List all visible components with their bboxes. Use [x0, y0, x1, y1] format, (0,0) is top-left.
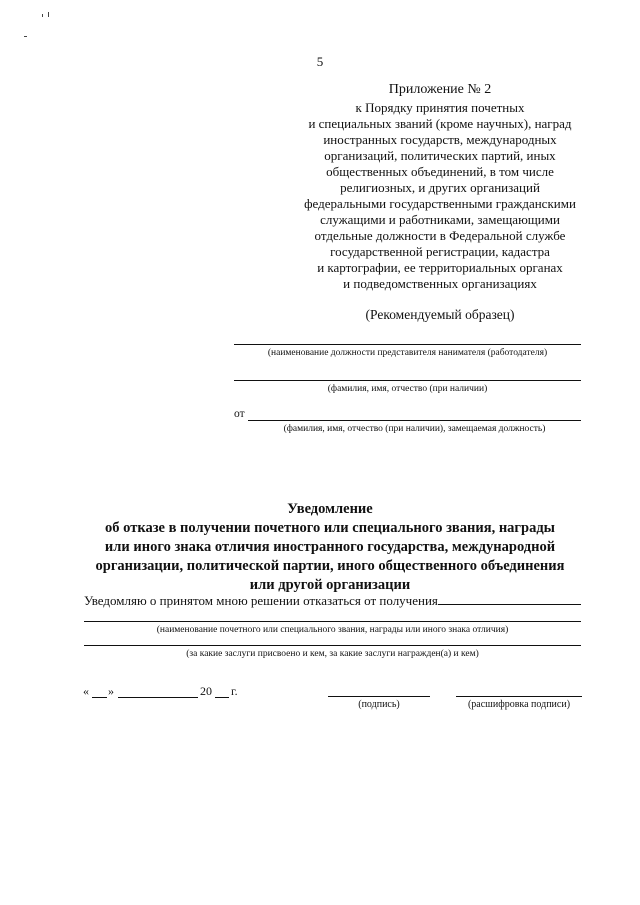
appendix-line: и специальных званий (кроме научных), наград: [308, 116, 572, 131]
employer-position-line[interactable]: [234, 344, 581, 345]
appendix-line: федеральными государственными гражданскими: [304, 196, 576, 211]
appendix-line: и картографии, ее территориальных органах: [317, 260, 563, 275]
appendix-line: организаций, политических партий, иных: [324, 148, 556, 163]
signature-decode-caption: (расшифровка подписи): [467, 699, 571, 710]
award-input-line[interactable]: [438, 604, 581, 605]
appendix-block: [250, 82, 630, 292]
award-name-caption: (наименование почетного или специального звания, награды или иного знака отличия): [156, 625, 509, 635]
page-number: 5: [316, 54, 324, 69]
notify-text: Уведомляю о принятом мною решении отказаться от получения: [84, 593, 438, 608]
appendix-title: Приложение № 2: [388, 82, 492, 97]
date-year-suffix: г.: [231, 684, 238, 698]
date-quote-open: «: [83, 684, 89, 698]
date-month-line[interactable]: [118, 697, 198, 698]
appendix-line: служащими и работниками, замещающими: [320, 212, 560, 227]
appendix-line: и подведомственных организациях: [343, 276, 537, 291]
heading-line: Уведомление: [287, 501, 373, 517]
signature-decode-line[interactable]: [456, 696, 582, 697]
date-quote-close: »: [108, 684, 114, 698]
appendix-line: общественных объединений, в том числе: [326, 164, 554, 179]
sample-note: (Рекомендуемый образец): [365, 307, 515, 322]
signature-line[interactable]: [328, 696, 430, 697]
employer-position-caption: (наименование должности представителя нанимателя (работодателя): [267, 348, 548, 358]
heading-line: или иного знака отличия иностранного государства, международной: [104, 539, 556, 555]
date-day-line[interactable]: [92, 697, 107, 698]
notification-heading: [60, 500, 600, 595]
applicant-line[interactable]: [248, 420, 581, 421]
scan-speck: [24, 36, 27, 37]
appendix-line: иностранных государств, международных: [323, 132, 557, 147]
appendix-line: государственной регистрации, кадастра: [330, 244, 550, 259]
scan-speck: [48, 12, 49, 17]
heading-line: об отказе в получении почетного или специального звания, награды: [105, 520, 555, 536]
employer-fio-caption: (фамилия, имя, отчество (при наличии): [327, 384, 488, 394]
from-label: от: [234, 408, 245, 420]
applicant-caption: (фамилия, имя, отчество (при наличии), замещаемая должность): [283, 424, 546, 434]
appendix-line: к Порядку принятия почетных: [355, 100, 525, 115]
signature-caption: (подпись): [358, 699, 400, 710]
scan-speck: [42, 14, 43, 17]
heading-line: или другой организации: [249, 577, 411, 593]
date-year-line[interactable]: [215, 697, 229, 698]
merits-caption: (за какие заслуги присвоено и кем, за какие заслуги награжден(а) и кем): [186, 649, 479, 659]
award-name-line[interactable]: [84, 621, 581, 622]
date-year-prefix: 20: [200, 684, 212, 698]
employer-fio-line[interactable]: [234, 380, 581, 381]
heading-line: организации, политической партии, иного общественного объединения: [95, 558, 565, 574]
merits-line[interactable]: [84, 645, 581, 646]
appendix-line: отдельные должности в Федеральной службе: [314, 228, 566, 243]
appendix-line: религиозных, и других организаций: [340, 180, 540, 195]
